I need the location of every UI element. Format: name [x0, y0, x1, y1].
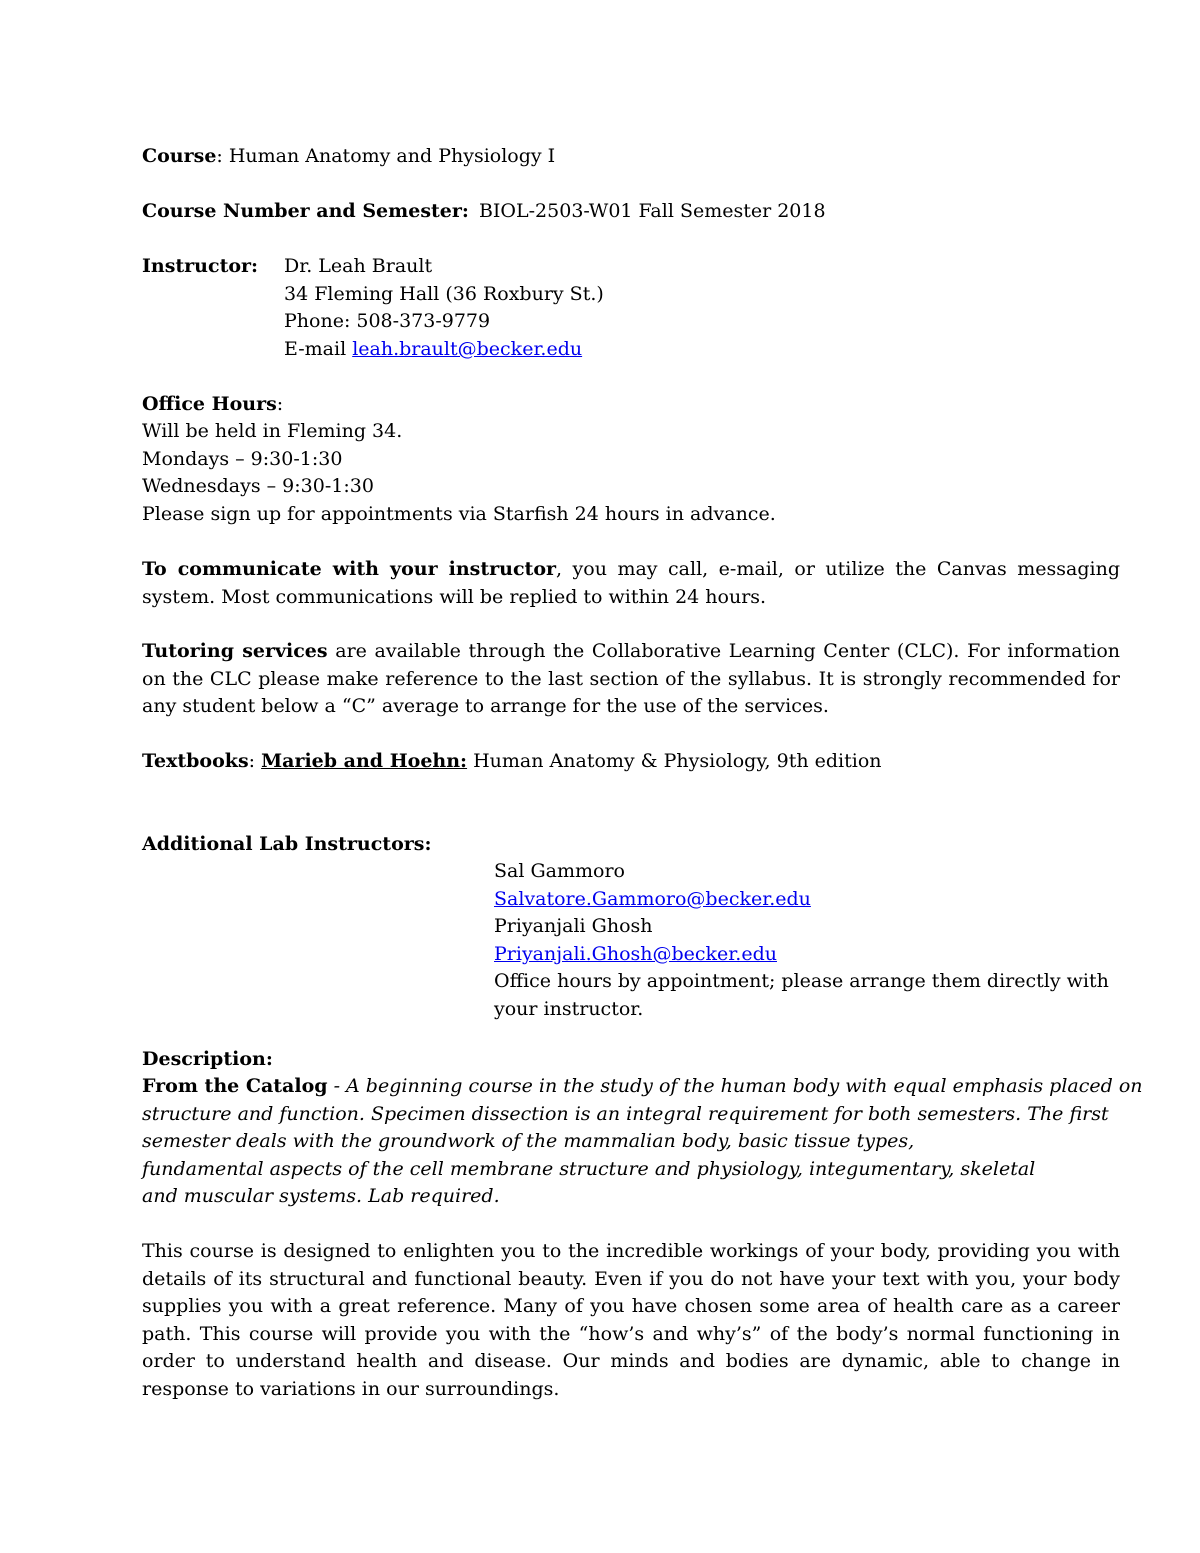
- lab-instructor-name: Priyanjali Ghosh: [494, 915, 653, 937]
- catalog-label: From the Catalog: [142, 1075, 328, 1097]
- office-hours-heading: [142, 391, 283, 419]
- textbooks-line: [142, 748, 882, 776]
- office-hours-line: Wednesdays – 9:30-1:30: [142, 475, 374, 497]
- lab-instructor-email-link[interactable]: Priyanjali.Ghosh@becker.edu: [494, 943, 777, 965]
- textbooks-label: Textbooks: [142, 750, 249, 772]
- lab-instructors-label: Additional Lab Instructors:: [142, 833, 432, 855]
- office-hours-line: Mondays – 9:30-1:30: [142, 448, 343, 470]
- course-value: : Human Anatomy and Physiology I: [216, 145, 556, 167]
- description-body: This course is designed to enlighten you to the incredible workings of your body, providing you with details of its structural and functional beauty. Even if you do not have your text with you, your body supplies you with a great reference. Many of you have chosen some area of health care as a career path. This course will provide you with the “how’s and why’s” of the body’s normal functioning in order to understand health and disease. Our minds and bodies are dynamic, able to change in response to variations in our surroundings.: [142, 1240, 1120, 1400]
- catalog-line: [142, 1073, 1143, 1101]
- lab-instructor-name: Sal Gammoro: [494, 860, 625, 882]
- catalog-text: - A beginning course in the study of the human body with equal emphasis placed on: [327, 1075, 1143, 1097]
- instructor-name: Dr. Leah Brault: [284, 255, 433, 277]
- catalog-line: structure and function. Specimen dissection is an integral requirement for both semesters. The first: [142, 1103, 1109, 1125]
- communicate-paragraph: [142, 556, 1120, 611]
- instructor-email-line: [284, 336, 582, 364]
- course-label: Course: [142, 145, 217, 167]
- description-label: Description:: [142, 1048, 273, 1070]
- catalog-line: and muscular systems. Lab required.: [142, 1185, 500, 1207]
- tutoring-bold: Tutoring services: [142, 640, 328, 662]
- instructor-office: 34 Fleming Hall (36 Roxbury St.): [284, 283, 604, 305]
- office-hours-line: Will be held in Fleming 34.: [142, 420, 403, 442]
- tutoring-text: are available through the Collaborative Learning Center (CLC). For information on the CLC please make reference to the last section of the syllabus. It is strongly recommended for any student below a “C” average to arrange for the use of the services.: [142, 640, 1120, 717]
- instructor-email-prefix: E-mail: [284, 338, 353, 360]
- lab-office-hours-note: Office hours by appointment; please arrange them directly with: [494, 970, 1109, 992]
- course-number-line: [142, 198, 826, 226]
- office-hours-label: Office Hours: [142, 393, 277, 415]
- communicate-bold: To communicate with your instructor: [142, 558, 557, 580]
- office-hours-colon: :: [276, 393, 284, 415]
- lab-instructor-email-link[interactable]: Salvatore.Gammoro@becker.edu: [494, 888, 811, 910]
- catalog-line: fundamental aspects of the cell membrane structure and physiology, integumentary, skeletal: [142, 1158, 1036, 1180]
- lab-office-hours-note: your instructor.: [494, 998, 644, 1020]
- communicate-text: , you may call, e-mail, or utilize the Canvas messaging system. Most communications will be replied to within 24 hours.: [142, 558, 1120, 608]
- tutoring-paragraph: [142, 638, 1120, 721]
- instructor-label: Instructor:: [142, 255, 259, 277]
- catalog-line: semester deals with the groundwork of the mammalian body, basic tissue types,: [142, 1130, 915, 1152]
- course-line: [142, 143, 555, 171]
- instructor-phone: Phone: 508-373-9779: [284, 310, 491, 332]
- course-number-value: BIOL-2503-W01 Fall Semester 2018: [478, 200, 826, 222]
- office-hours-line: Please sign up for appointments via Starfish 24 hours in advance.: [142, 503, 776, 525]
- lab-instructor-email: [494, 941, 777, 969]
- instructor-email-link[interactable]: leah.brault@becker.edu: [352, 338, 583, 360]
- lab-instructor-email: [494, 886, 811, 914]
- textbooks-authors: Marieb and Hoehn:: [261, 750, 468, 772]
- textbooks-title: Human Anatomy & Physiology, 9th edition: [467, 750, 882, 772]
- textbooks-colon: :: [248, 750, 262, 772]
- course-number-label: Course Number and Semester:: [142, 200, 469, 222]
